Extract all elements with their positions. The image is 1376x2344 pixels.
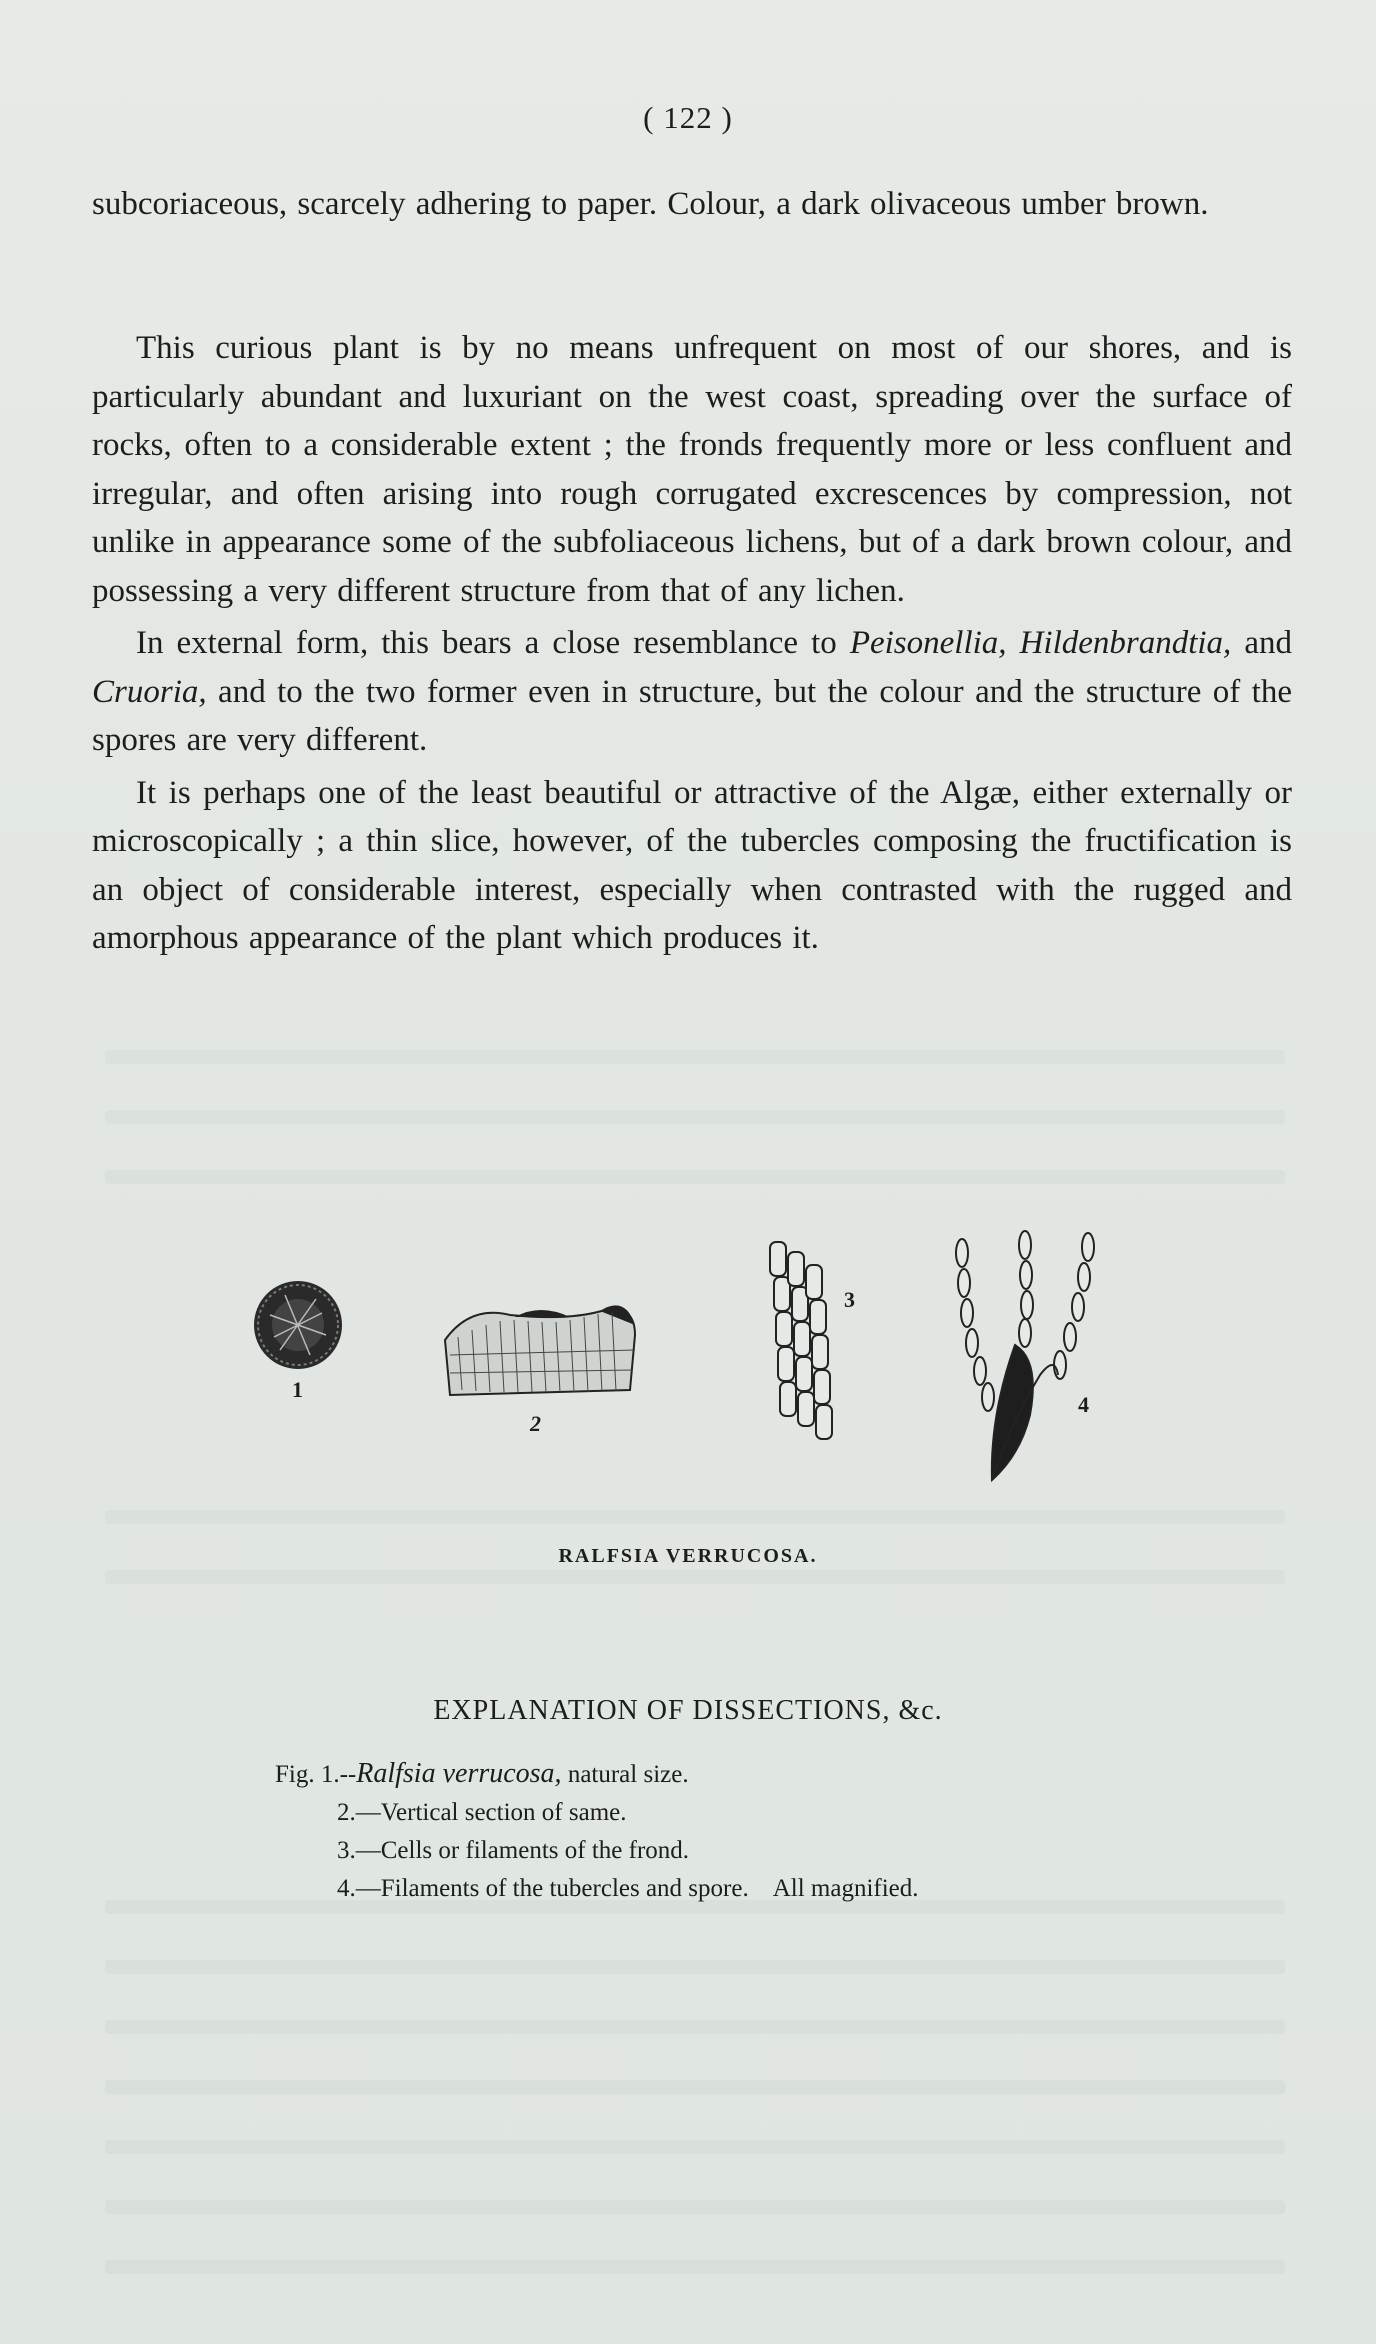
fig-4-filaments-drawing (956, 1231, 1094, 1480)
explanation-text: Cells or filaments of the frond. (380, 1837, 690, 1864)
explanation-item (275, 1870, 919, 1908)
paragraph (92, 619, 1292, 765)
explanation-text: Filaments of the tubercles and spore. (380, 1875, 749, 1902)
explanation-item (275, 1755, 919, 1794)
figure-drawings (240, 1225, 1140, 1525)
fig-ref: Fig. 1.-- (275, 1761, 357, 1788)
fig-ref: 4.— (337, 1875, 381, 1902)
explanation-text: Vertical section of same. (380, 1799, 627, 1826)
paragraph-text: and to the two former even in structure, but the colour and the structure of the spores are very different. (92, 673, 1292, 758)
species-name: Cruoria, (92, 673, 207, 710)
show-through-line (105, 1960, 1285, 1974)
figure-caption: RALFSIA VERRUCOSA. (558, 1545, 818, 1567)
fig-ref: 2.— (337, 1799, 381, 1826)
page-number: ( 122 ) (643, 100, 733, 135)
paragraph-text: and (1231, 625, 1292, 661)
fig-label-3: 3 (844, 1287, 855, 1312)
show-through-line (105, 2200, 1285, 2214)
species-name: Peisonellia, Hildenbrandtia, (849, 625, 1232, 661)
paragraph: It is perhaps one of the least beautiful or attractive of the Algæ, either externally or microscopically ; a thin slice, however, of the tubercles composing the fructification is an object of considerable interest, especially when contrasted with the rugged and amorphous appearance of the plant which produces it. (92, 774, 1292, 956)
fig-label-1: 1 (292, 1377, 303, 1402)
explanation-text: natural size. (561, 1761, 689, 1788)
show-through-line (105, 1170, 1285, 1184)
show-through-line (105, 2080, 1285, 2094)
show-through-line (105, 2260, 1285, 2274)
fig-label-2: 2 (530, 1411, 541, 1436)
paragraph-text: In external form, this bears a close resemblance to (136, 625, 850, 661)
species-name: Ralfsia verrucosa, (356, 1758, 562, 1789)
show-through-line (105, 2140, 1285, 2154)
paragraph: This curious plant is by no means unfrequent on most of our shores, and is particularly abundant and luxuriant on the west coast, spreading over the surface of rocks, often to a considerable extent ; the fronds frequently more or less confluent and irregular, and often arising into rough corrugated excrescences by compression, not unlike in appearance some of the subfoliaceous lichens, but of a dark brown colour, and possessing a very different structure from that of any lichen. (92, 330, 1292, 609)
explanation-item (275, 1794, 919, 1832)
fig-1-disc-drawing (254, 1281, 342, 1369)
figure-illustrations (240, 1225, 1140, 1525)
explanation-list (275, 1755, 919, 1908)
show-through-line (105, 1570, 1285, 1584)
show-through-line (105, 2020, 1285, 2034)
fig-label-4: 4 (1078, 1392, 1089, 1417)
fig-3-cells-drawing (770, 1242, 832, 1439)
body-text (92, 324, 1292, 963)
show-through-line (105, 1110, 1285, 1124)
explanation-item (275, 1832, 919, 1870)
explanation-heading: EXPLANATION OF DISSECTIONS, &c. (433, 1695, 943, 1726)
explanation-suffix: All magnified. (772, 1875, 919, 1902)
fig-ref: 3.— (337, 1837, 381, 1864)
body-text (92, 180, 1292, 229)
show-through-line (105, 1050, 1285, 1064)
fig-2-section-drawing (445, 1305, 635, 1395)
paragraph-continuation: subcoriaceous, scarcely adhering to paper. Colour, a dark olivaceous umber brown. (92, 186, 1209, 222)
